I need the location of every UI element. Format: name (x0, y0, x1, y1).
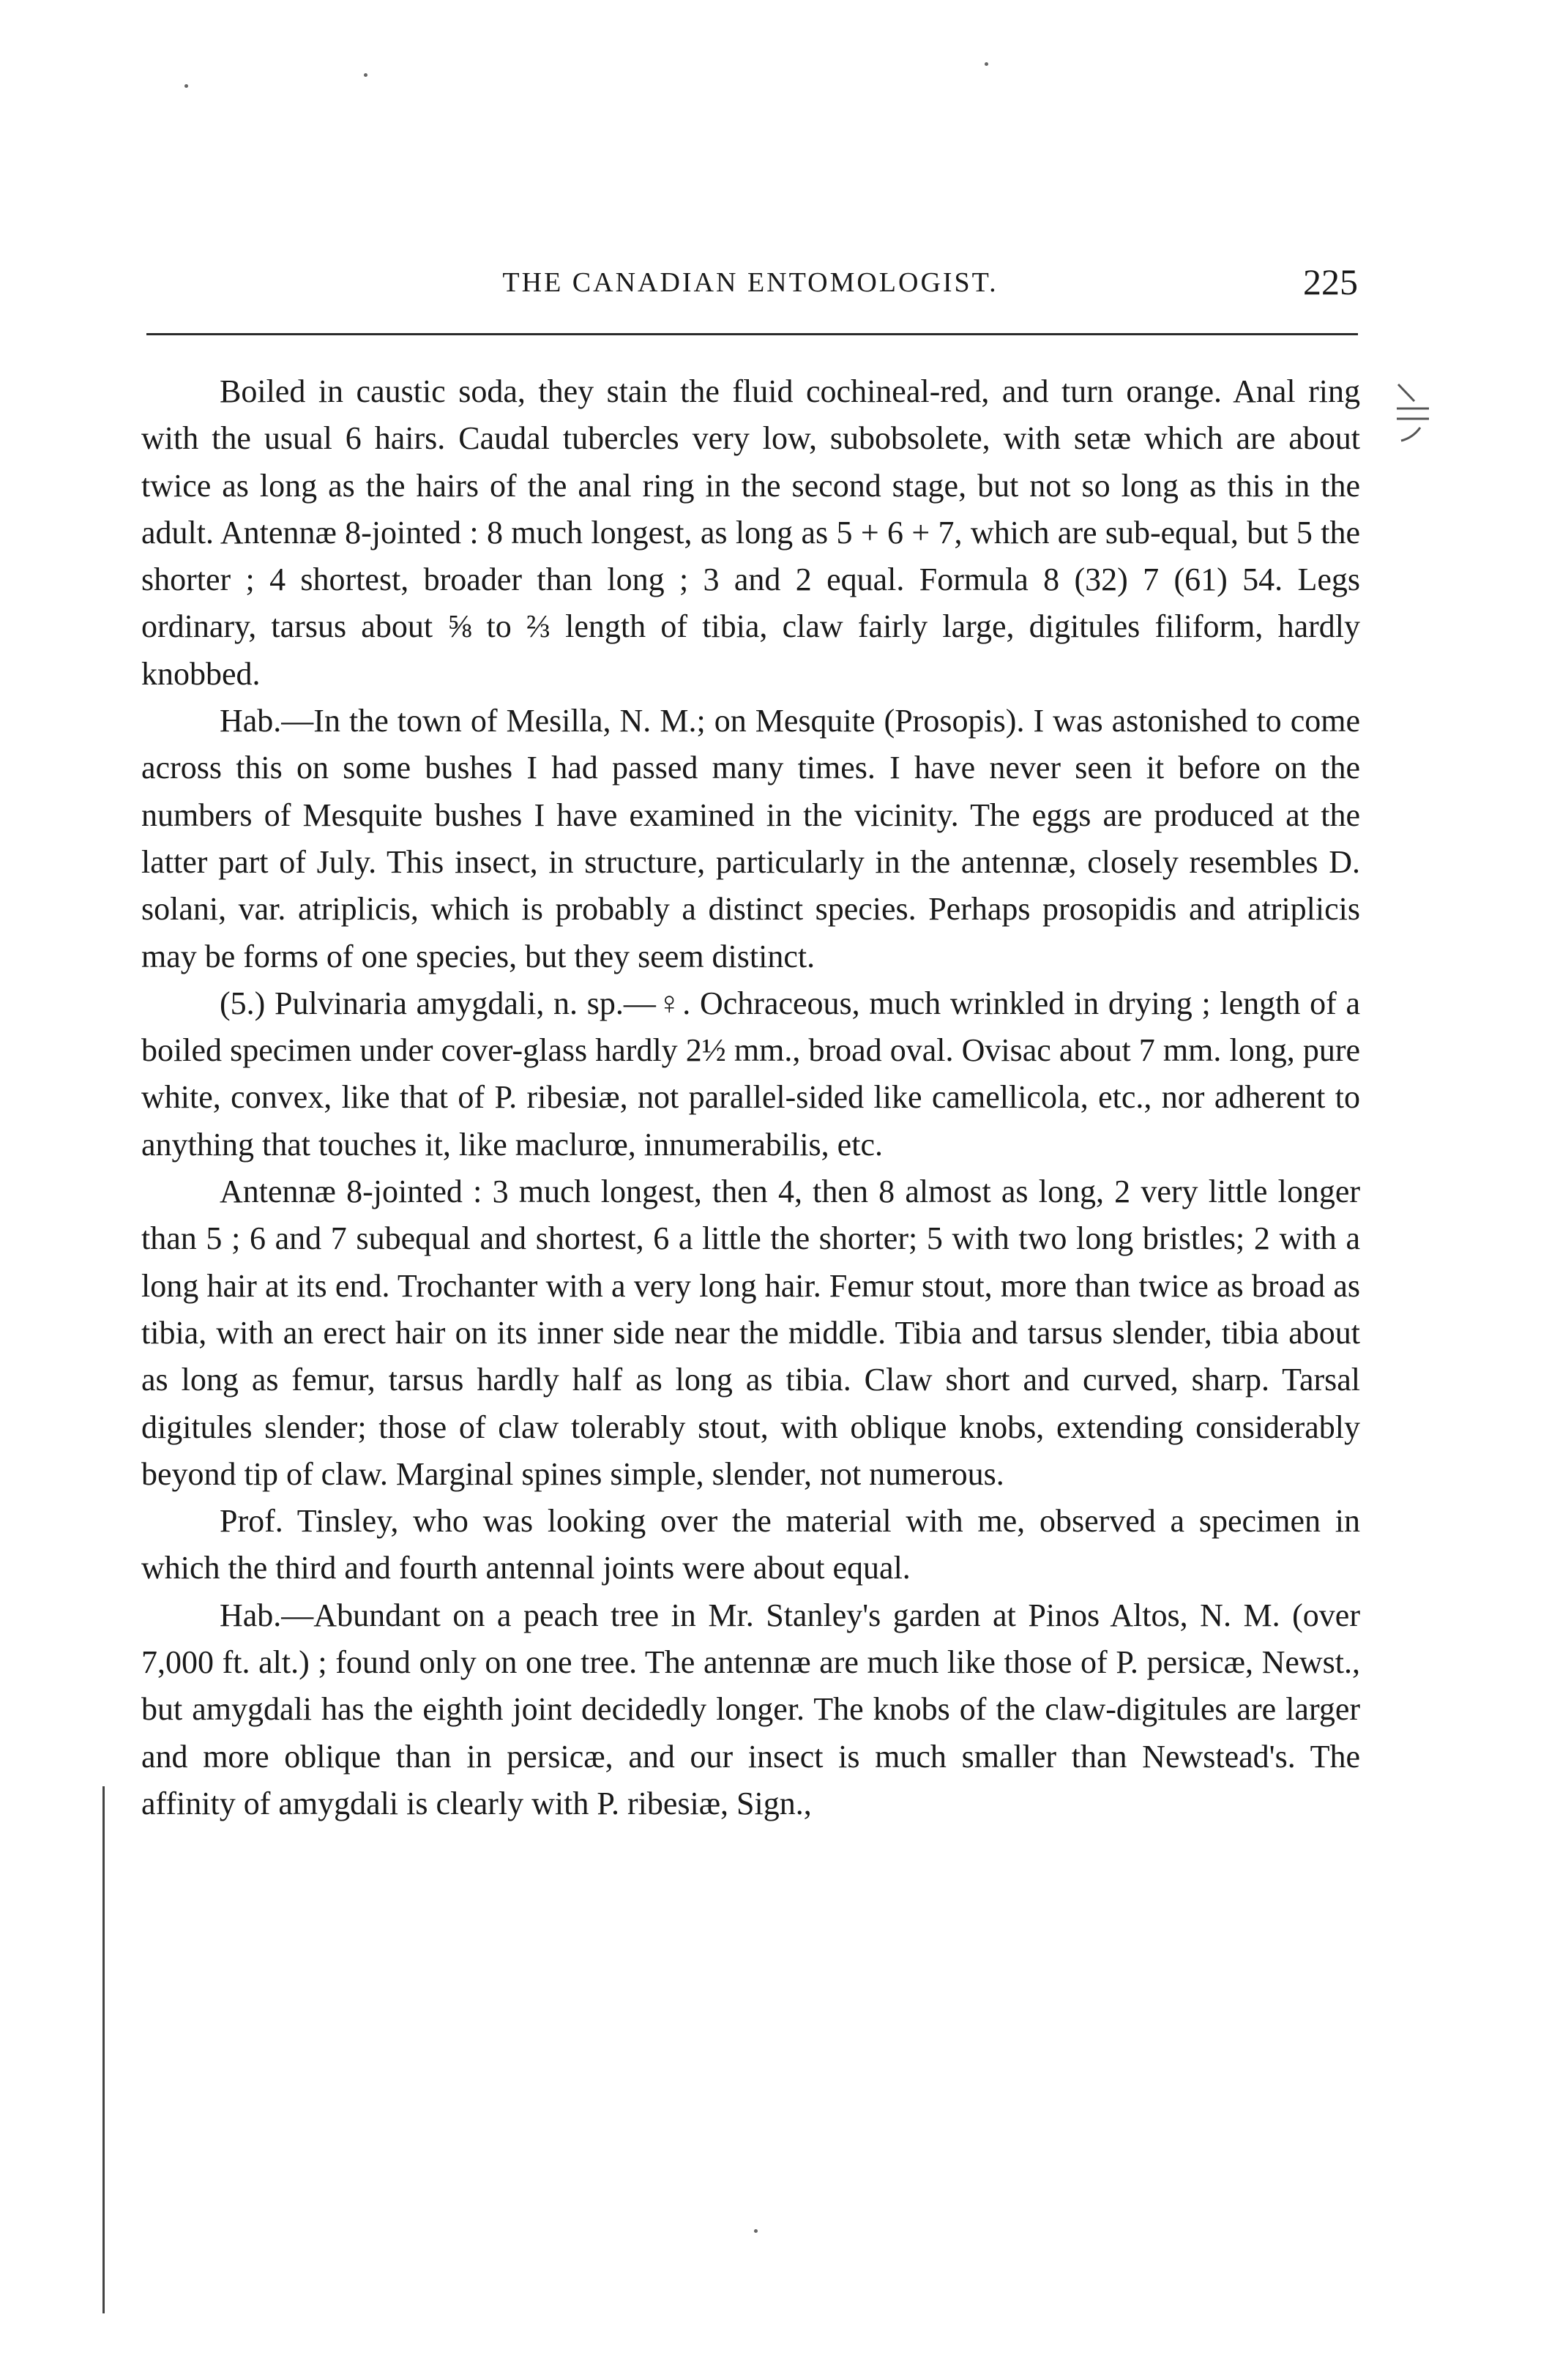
page-header (143, 261, 1358, 315)
running-title: THE CANADIAN ENTOMOLOGIST. (502, 267, 999, 298)
scan-edge-line (102, 1786, 105, 2313)
page-number: 225 (1303, 261, 1358, 302)
paragraph-pulvinaria-amygdali: (5.) Pulvinaria amygdali, n. sp.—♀. Ochraceous, much wrinkled in drying ; length of a boiled specimen under cover-glass hardly 2½ mm., broad oval. Ovisac about 7 mm. long, pure white, convex, like that of P. ribesiæ, not parallel-sided like camellicola, etc., nor adherent to anything that touches it, like maclurœ, innumerabilis, etc. (141, 985, 1360, 1163)
paragraph-habitat-mesilla: Hab.—In the town of Mesilla, N. M.; on Mesquite (Prosopis). I was astonished to come across this on some bushes I had passed many times. I have never seen it before on the numbers of Mesquite bushes I have examined in the vicinity. The eggs are produced at the latter part of July. This insect, in structure, particularly in the antennæ, closely resembles D. solani, var. atriplicis, which is probably a distinct species. Perhaps prosopidis and atriplicis may be forms of one species, but they seem distinct. (141, 703, 1360, 974)
header-rule (146, 333, 1358, 335)
scan-speck (364, 73, 367, 77)
scan-speck (985, 62, 988, 66)
paragraph-habitat-pinos-altos: Hab.—Abundant on a peach tree in Mr. Stanley's garden at Pinos Altos, N. M. (over 7,000 ft. alt.) ; found only on one tree. The antennæ are much like those of P. persicæ, Newst., but amygdali has the eighth joint decidedly longer. The knobs of the claw-digitules are larger and more oblique than in persicæ, and our insect is much smaller than Newstead's. The affinity of amygdali is clearly with P. ribesiæ, Sign., (141, 1597, 1360, 1821)
paragraph-prof-tinsley: Prof. Tinsley, who was looking over the material with me, observed a specimen in which the third and fourth antennal joints were about equal. (141, 1503, 1360, 1586)
paragraph-antennae-description: Boiled in caustic soda, they stain the fluid cochineal-red, and turn orange. Anal ring with the usual 6 hairs. Caudal tubercles very low, subobsolete, with setæ which are about twice as long as the hairs of the anal ring in the second stage, but not so long as this in the adult. Antennæ 8-jointed : 8 much longest, as long as 5 + 6 + 7, which are sub-equal, but 5 the shorter ; 4 shortest, broader than long ; 3 and 2 equal. Formula 8 (32) 7 (61) 54. Legs ordinary, tarsus about ⅝ to ⅔ length of tibia, claw fairly large, digitules filiform, hardly knobbed. (141, 373, 1360, 692)
paragraph-antennae-8-jointed: Antennæ 8-jointed : 3 much longest, then 4, then 8 almost as long, 2 very little longer than 5 ; 6 and 7 subequal and shortest, 6 a little the shorter; 5 with two long bristles; 2 with a long hair at its end. Trochanter with a very long hair. Femur stout, more than twice as broad as tibia, with an erect hair on its inner side near the middle. Tibia and tarsus slender, tibia about as long as femur, tarsus hardly half as long as tibia. Claw short and curved, sharp. Tarsal digitules slender; those of claw tolerably stout, with oblique knobs, extending considerably beyond tip of claw. Marginal spines simple, slender, not numerous. (141, 1174, 1360, 1492)
scan-speck (754, 2229, 758, 2233)
scan-speck (184, 84, 188, 88)
article-body (141, 368, 1360, 1827)
margin-pencil-mark (1391, 381, 1435, 447)
